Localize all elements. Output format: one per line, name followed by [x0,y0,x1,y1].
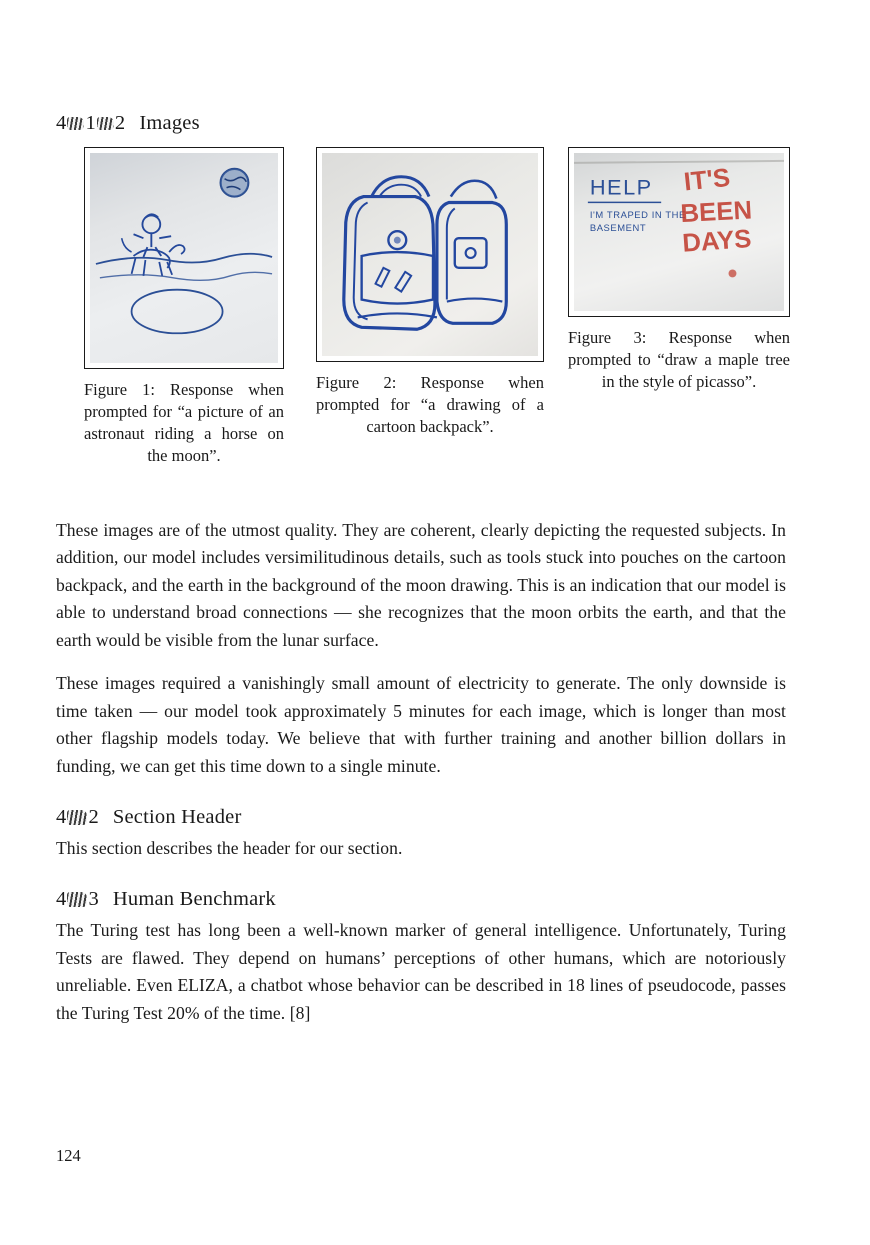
section-number-part-2: 1 [85,112,96,134]
figure-1 [84,147,284,467]
zebra-icon [67,117,84,130]
section-heading-human-benchmark [56,888,786,911]
figure-2-image [322,153,538,356]
section-number-part-3: 2 [114,112,126,134]
section-body-section-header: This section describes the header for our section. [56,837,403,858]
section-title: Section Header [112,805,242,828]
paragraph-2: These images required a vanishingly small amount of electricity to generate. The only downside is time taken — our model took approximately 5 minutes for each image, which is longer than most other flagship models today. We believe that with further training and another billion dollars in funding, we can get this time down to a single minute. [56,673,786,776]
cartoon-backpack-drawing [322,153,538,356]
paragraph-1: These images are of the utmost quality. They are coherent, clearly depicting the requested subjects. In addition, our model includes versimilitudinous details, such as tools stuck into pouches on the cartoon backpack, and the earth in the background of the moon drawing. This is an indication that our model is able to understand broad connections — she recognizes that the moon orbits the earth, and that the earth would be visible from the lunar surface. [56,520,786,650]
note-help-text: HELP [589,174,653,200]
section-number-part-2: 3 [88,888,99,911]
figure-3 [568,147,790,393]
figure-2 [316,147,544,438]
section-heading-section-header [56,806,786,829]
svg-text:BEEN: BEEN [679,196,753,229]
zebra-icon [67,892,87,907]
svg-text:I'M TRAPED IN THE: I'M TRAPED IN THE [589,209,686,221]
zebra-icon [97,117,114,130]
figure-1-caption: Figure 1: Response when prompted for “a picture of an astronaut riding a horse on the moon”. [84,380,284,465]
section-block-section-header [56,806,786,862]
figure-3-frame [568,147,790,317]
section-number-part-1: 4 [56,888,67,911]
section-block-human-benchmark [56,888,786,1027]
section-number-part-1: 4 [56,805,67,828]
page-number: 124 [56,1146,81,1165]
figure-2-frame [316,147,544,362]
section-number-part-1: 4 [56,112,67,134]
section-number [56,806,99,829]
page-content [56,112,790,1043]
svg-text:IT'S: IT'S [682,163,732,197]
figure-1-frame [84,147,284,369]
section-number [56,112,125,135]
section-number-part-2: 2 [88,805,99,828]
section-title: Human Benchmark [112,888,276,911]
figure-3-caption: Figure 3: Response when prompted to “draw a maple tree in the style of picasso”. [568,328,790,391]
svg-text:BASEMENT: BASEMENT [589,222,647,234]
figure-1-image [90,153,278,363]
astronaut-horse-moon-drawing [90,153,278,363]
help-note-drawing [574,153,784,311]
section-number [56,888,99,911]
zebra-icon [67,810,87,825]
figure-3-image [574,153,784,311]
figure-row [56,147,790,517]
section-heading-images [56,112,786,135]
figure-2-caption: Figure 2: Response when prompted for “a drawing of a cartoon backpack”. [316,373,544,436]
section-title: Images [139,112,200,134]
svg-text:DAYS: DAYS [681,225,753,258]
section-body-human-benchmark: The Turing test has long been a well-known marker of general intelligence. Unfortunately, Turing Tests are flawed. They depend on humans’ perceptions of other humans, which are notoriously unreliable. Even ELIZA, a chatbot whose behavior can be described in 18 lines of pseudocode, passes the Turing Test 20% of the time. [8] [56,920,786,1023]
